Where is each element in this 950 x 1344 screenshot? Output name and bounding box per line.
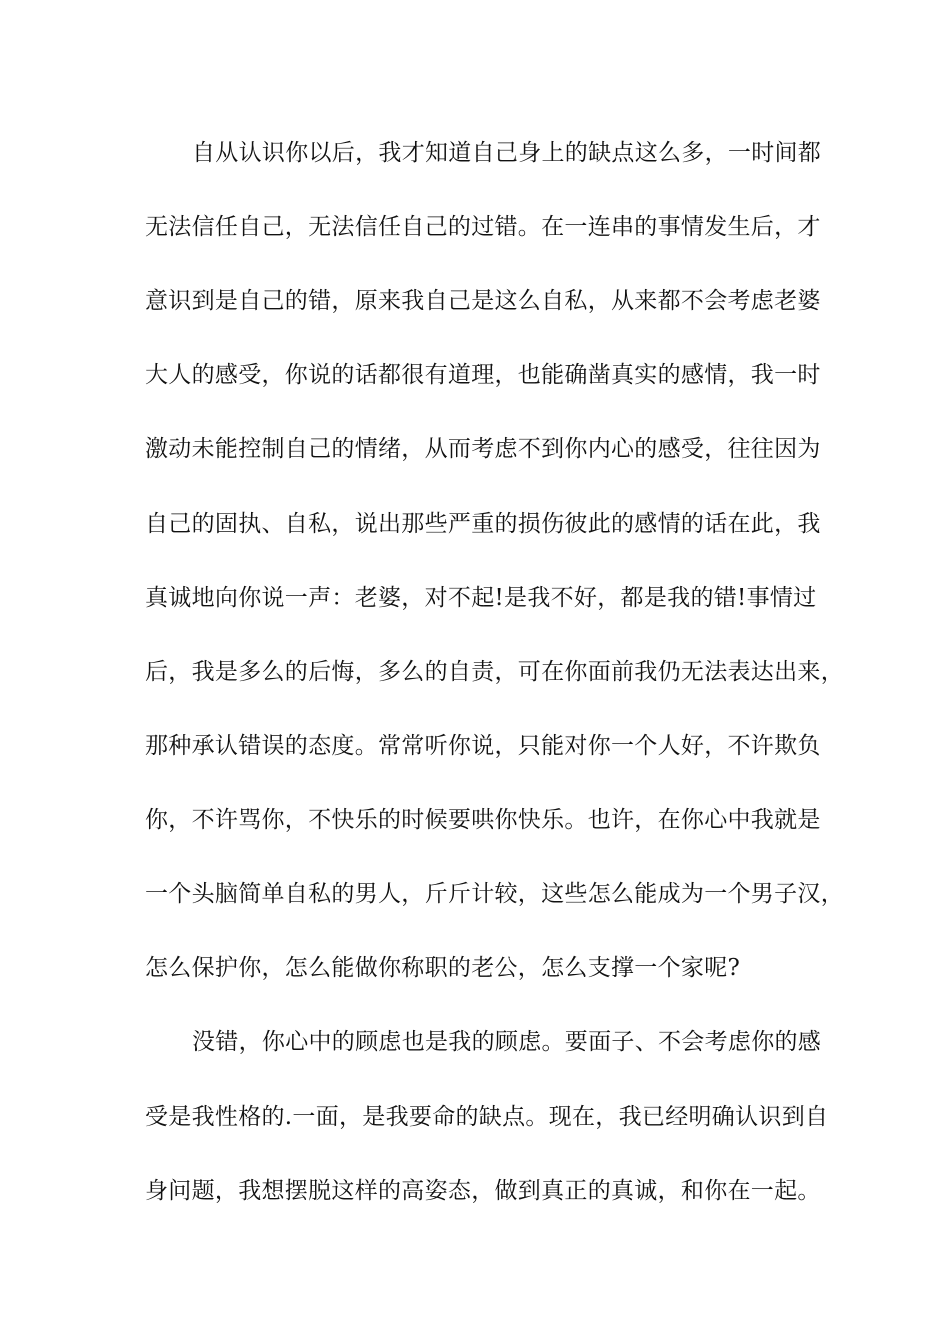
paragraph-line: 无法信任自己，无法信任自己的过错。在一连串的事情发生后，才 <box>145 214 821 240</box>
paragraph-line: 自从认识你以后，我才知道自己身上的缺点这么多，一时间都 <box>192 140 822 166</box>
paragraph-line: 一个头脑简单自私的男人，斤斤计较，这些怎么能成为一个男子汉， <box>145 881 844 907</box>
paragraph-line: 真诚地向你说一声：老婆，对不起!是我不好，都是我的错!事情过 <box>145 585 817 611</box>
paragraph-line: 受是我性格的.一面，是我要命的缺点。现在，我已经明确认识到自 <box>145 1104 829 1130</box>
paragraph-line: 意识到是自己的错，原来我自己是这么自私，从来都不会考虑老婆 <box>145 288 821 314</box>
paragraph-line: 激动未能控制自己的情绪，从而考虑不到你内心的感受，往往因为 <box>145 436 821 462</box>
paragraph-line: 自己的固执、自私，说出那些严重的损伤彼此的感情的话在此，我 <box>145 511 821 537</box>
paragraph-line: 你，不许骂你，不快乐的时候要哄你快乐。也许，在你心中我就是 <box>145 807 821 833</box>
paragraph-line: 怎么保护你，怎么能做你称职的老公，怎么支撑一个家呢? <box>145 955 741 981</box>
paragraph-line: 后，我是多么的后悔，多么的自责，可在你面前我仍无法表达出来， <box>145 659 844 685</box>
paragraph-line: 身问题，我想摆脱这样的高姿态，做到真正的真诚，和你在一起。 <box>145 1178 821 1204</box>
paragraph-line: 没错，你心中的顾虑也是我的顾虑。要面子、不会考虑你的感 <box>192 1029 822 1055</box>
paragraph-line: 大人的感受，你说的话都很有道理，也能确凿真实的感情，我一时 <box>145 362 821 388</box>
paragraph-line: 那种承认错误的态度。常常听你说，只能对你一个人好，不许欺负 <box>145 733 821 759</box>
